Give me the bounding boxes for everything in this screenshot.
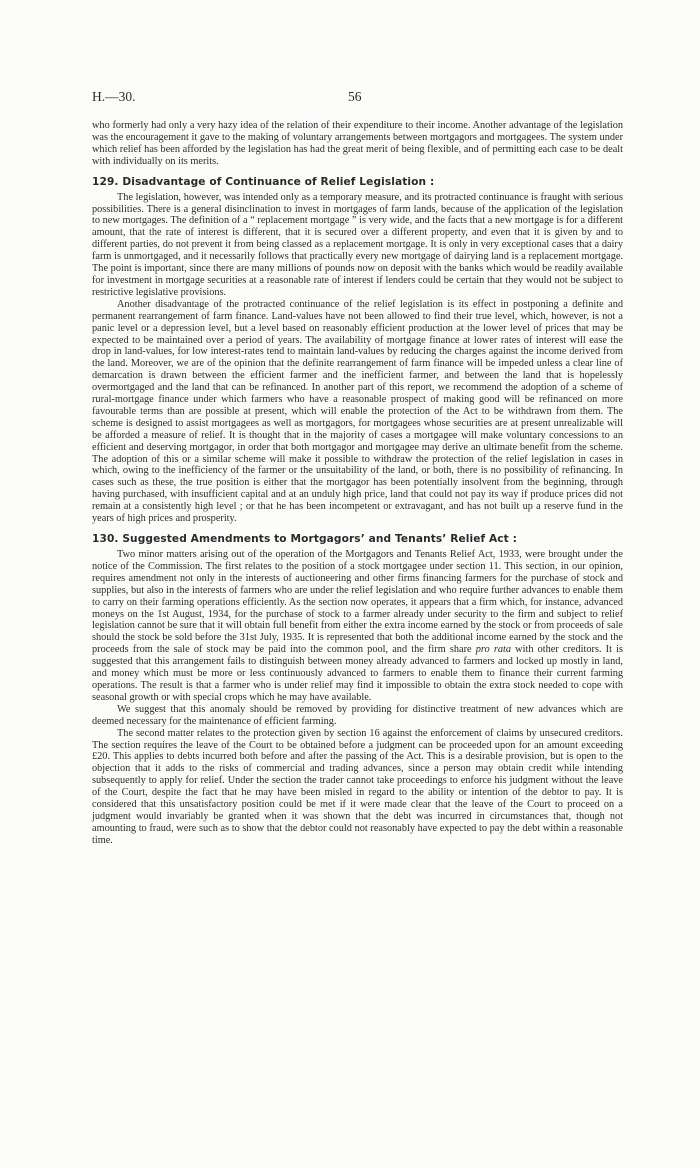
page-header — [92, 89, 622, 107]
continuation-paragraph: who formerly had only a very hazy idea of the relation of their expenditure to their income. Another advantage of the legislation was the encouragement it gave to the making of voluntary arrangements between mortgagors and mortgagees. The system under which relief has been afforded by the legislation has had the great merit of being flexible, and of permitting each case to be dealt with individually on its merits. — [92, 120, 623, 167]
section-130-paragraph-2: We suggest that this anomaly should be removed by providing for distinctive treatment of new advances which are deemed necessary for the maintenance of efficient farming. — [92, 703, 623, 727]
section-129-heading: 129. Disadvantage of Continuance of Relief Legislation : — [92, 175, 435, 188]
report-reference: H.—30. — [92, 89, 136, 104]
section-130-heading: 130. Suggested Amendments to Mortgagors’ and Tenants’ Relief Act : — [92, 533, 517, 545]
section-130-paragraph-3: The second matter relates to the protection given by section 16 against the enforcement of claims by unsecured creditors. The section requires the leave of the Court to be obtained before a judgment can be proceeded upon for an amount exceeding £20. This applies to debts incurred both before and after the passing of the Act. This is a desirable provision, but is open to the objection that it adds to the risks of commercial and trading advances, since a person may obtain credit while intending subsequently to apply for relief. Under the section the trader cannot take proceedings to enforce his judgment without the leave of the Court, despite the fact that he may have been misled in regard to the ability or intention of the debtor to pay. It is considered that this unsatisfactory position could be met if it were made clear that the leave of the Court to proceed on a judgment would invariably be granted when it was shown that the debt was incurred in circumstances that, though not amounting to fraud, were such as to show that the debtor could not reasonably have expected to pay the debt within a reasonable time. — [92, 727, 623, 846]
section-130-paragraph-1-text-b: with other creditors. It is suggested that this arrangement fails to distinguish between money already advanced to farmers and locked up mostly in land, and money which must be more or less continuously advanced to farmers to enable them to finance their current farming operations. The result is that a farmer who is under relief may find it impossible to obtain the extra stock needed to cope with seasonal growth or with special crops which he may have available. — [92, 644, 623, 703]
page-number: 56 — [348, 89, 362, 104]
italic-phrase: pro rata — [475, 644, 511, 656]
section-129-paragraph-2: Another disadvantage of the protracted continuance of the relief legislation is its effect in postponing a definite and permanent rearrangement of farm finance. Land-values have not been allowed to find their true level, which, however, is not a panic level or a depression level, but a level based on reasonably efficient production at the lower level of prices that may be expected to be maintained over a period of years. The availability of mortgage finance at lower rates of interest will ease the drop in land-values, for low interest-rates tend to maintain land-values by reducing the charges against the income derived from the land. Moreover, we are of the opinion that the definite rearrangement of farm finance will be impeded unless a clear line of demarcation is drawn between the efficient farmer and the inefficient farmer, and between the land that is hopelessly overmortgaged and the land that can be refinanced. In another part of this report, we recommend the adoption of a scheme of rural-mortgage finance under which farmers who have a reasonable prospect of making good will be refinanced on more favourable terms than are possible at present, which will enable the protection of the Act to be withdrawn from them. The scheme is designed to assist mortgagees as well as mortgagors, for mortgagees whose securities are at present unrealizable will be afforded a measure of relief. It is thought that in the majority of cases a mortgagee will make voluntary concessions to an efficient and deserving mortgagor, in order that both mortgagor and mortgagee may derive an ultimate benefit from the scheme. The adoption of this or a similar scheme will make it possible to withdraw the protection of the relief legislation in cases in which, owing to the inefficiency of the farmer or the unsuitability of the land, or both, there is no possibility of refinancing. In cases such as these, the true position is either that the mortgagor has been potentially insolvent from the beginning, through having purchased, with insufficient capital and at an unduly high price, land that could not pay its way if produce prices did not remain at a consistently high level ; or that he has been incompetent or extravagant, and has not built up a reserve fund in the years of high prices and prosperity. — [92, 298, 623, 525]
document-body — [92, 120, 623, 847]
section-130-paragraph-1 — [92, 549, 623, 704]
section-130-paragraph-1-text-a: Two minor matters arising out of the operation of the Mortgagors and Tenants Relief Act, 1933, were brought under the notice of the Commission. The first relates to the position of a stock mortgagee under section 11. This section, in our opinion, requires amendment not only in the interests of auctioneering and other firms financing farmers for the purchase of stock and supplies, but also in the interests of farmers who are under the relief legislation and who require further advances to enable them to carry on their farming operations efficiently. As the section now operates, it appears that a firm which, for instance, advanced moneys on the 1st August, 1934, for the purchase of stock to a farmer already under security to the firm and subject to relief legislation cannot be sure that it will obtain full benefit from either the extra income earned by the stock or from proceeds of sale should the stock be sold before the 31st July, 1935. It is represented that both the additional income earned by the stock and the proceeds from the sale of stock may be paid into the common pool, and the firm share — [92, 549, 623, 656]
section-129-paragraph-1: The legislation, however, was intended only as a temporary measure, and its protracted continuance is fraught with serious possibilities. There is a general disinclination to invest in mortgages of farm lands, because of the application of the legislation to new mortgages. The definition of a “ replacement mortgage ” is very wide, and the facts that a new mortgage is for a different amount, that the rate of interest is different, that it is secured over a different property, and even that it is given by and to different parties, do not prevent it from being classed as a replacement mortgage. It is only in very exceptional cases that a dairy farm is unmortgaged, and it necessarily follows that practically every new mortgage of dairying land is a replacement mortgage. The point is important, since there are many millions of pounds now on deposit with the banks which would be readily available for investment in mortgage securities at a reasonable rate of interest if lenders could be certain that they would not be subject to restrictive legislative provisions. — [92, 191, 623, 298]
